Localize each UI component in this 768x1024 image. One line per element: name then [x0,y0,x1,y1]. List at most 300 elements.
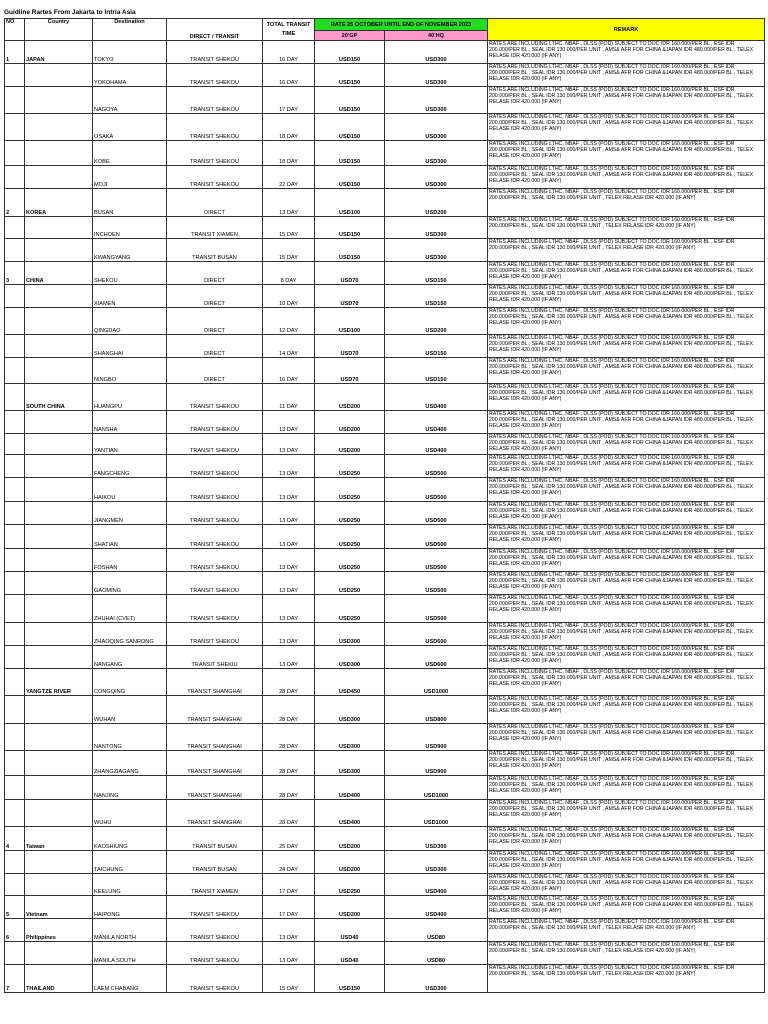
table-row [5,874,765,896]
transit-time-cell: 18 DAY [263,141,315,166]
destination-cell: HAIKOU [93,478,167,502]
table-row [5,166,765,189]
rate-40hq-cell: USD300 [385,141,488,166]
transit-time-cell: 16 DAY [263,64,315,87]
table-row [5,308,765,335]
transit-time-cell: 13 DAY [263,478,315,502]
rate-20gp-cell: USD250 [315,595,385,623]
rate-40hq-cell: USD300 [385,217,488,239]
country-cell [25,87,93,114]
country-cell [25,166,93,189]
transit-cell: TRANSIT SHEKOU [167,384,263,411]
transit-time-cell: 8 DAY [263,262,315,285]
transit-cell: TRANSIT SHEKOU [167,41,263,64]
destination-cell: SHANGHAI [93,335,167,358]
row-number: 3 [5,262,25,285]
remark-cell: RATES ARE INCLUDING LTHC, NBAF , DLSS (POD) SUBJECT TO DOC IDR 160.000/PER BL , ESF IDR 200.000/PER BL , SEAL IDR 130.000/PER UNIT , AMS& AFR FOR CHINA &JAPAN IDR 480.000/PER BL , TELEX RELASE IDR 420.000 (IF ANY) [488,595,765,623]
row-number [5,696,25,724]
destination-cell: TAICHUNG [93,851,167,874]
rate-20gp-cell: USD100 [315,189,385,217]
rate-40hq-cell: USD400 [385,411,488,434]
rate-20gp-cell: USD150 [315,41,385,64]
table-row [5,525,765,549]
rate-40hq-cell: USD400 [385,874,488,896]
rate-40hq-cell: USD900 [385,724,488,751]
header-country: Country [25,19,93,41]
rate-40hq-cell: USD500 [385,572,488,595]
destination-cell: NANJING [93,776,167,800]
rate-40hq-cell: USD500 [385,455,488,478]
rate-20gp-cell: USD70 [315,285,385,308]
rate-20gp-cell: USD150 [315,239,385,262]
destination-cell: GAOMING [93,572,167,595]
row-number [5,166,25,189]
remark-cell: RATES ARE INCLUDING LTHC, NBAF , DLSS (POD) SUBJECT TO DOC IDR 160.000/PER BL , ESF IDR 200.000/PER BL , SEAL IDR 130.000/PER UNIT , TELEX RELASE IDR 420.000 (IF ANY) [488,942,765,965]
transit-cell: TRANSIT SHEKOU [167,114,263,141]
table-row [5,384,765,411]
row-number [5,502,25,525]
table-row [5,455,765,478]
transit-cell: DIRECT [167,335,263,358]
country-cell [25,851,93,874]
transit-cell: TRANSIT BUSAN [167,239,263,262]
table-row [5,217,765,239]
row-number [5,751,25,776]
table-row [5,411,765,434]
destination-cell: KAOSHIUNG [93,827,167,851]
destination-cell: NINGBO [93,358,167,384]
remark-cell: RATES ARE INCLUDING LTHC, NBAF , DLSS (POD) SUBJECT TO DOC IDR 160.000/PER BL , ESF IDR 200.000/PER BL , SEAL IDR 130.000/PER UNIT , AMS& AFR FOR CHINA &JAPAN IDR 480.000/PER BL , TELEX RELASE IDR 420.000 (IF ANY) [488,478,765,502]
destination-cell: OSAKA [93,114,167,141]
rate-40hq-cell: USD600 [385,646,488,669]
transit-time-cell: 28 DAY [263,800,315,827]
transit-cell: TRANSIT SHEKOU [167,502,263,525]
table-row [5,434,765,455]
transit-cell: DIRECT [167,308,263,335]
transit-cell: TRANSIT SHANGHAI [167,776,263,800]
transit-time-cell: 24 DAY [263,851,315,874]
table-row [5,41,765,64]
rate-20gp-cell: USD250 [315,455,385,478]
remark-cell: RATES ARE INCLUDING LTHC, NBAF , DLSS (POD) SUBJECT TO DOC IDR 160.000/PER BL , ESF IDR 200.000/PER BL , SEAL IDR 130.000/PER UNIT , AMS& AFR FOR CHINA &JAPAN IDR 480.000/PER BL , TELEX RELASE IDR 420.000 (IF ANY) [488,384,765,411]
country-cell [25,942,93,965]
row-number [5,358,25,384]
remark-cell: RATES ARE INCLUDING LTHC, NBAF , DLSS (POD) SUBJECT TO DOC IDR 160.000/PER BL , ESF IDR 200.000/PER BL , SEAL IDR 130.000/PER UNIT , AMS& AFR FOR CHINA &JAPAN IDR 480.000/PER BL , TELEX RELASE IDR 420.000 (IF ANY) [488,358,765,384]
row-number [5,776,25,800]
country-cell [25,776,93,800]
table-row [5,669,765,696]
country-cell [25,335,93,358]
country-cell [25,64,93,87]
remark-cell: RATES ARE INCLUDING LTHC, NBAF , DLSS (POD) SUBJECT TO DOC IDR 160.000/PER BL , ESF IDR 200.000/PER BL , SEAL IDR 130.000/PER UNIT , AMS& AFR FOR CHINA &JAPAN IDR 480.000/PER BL , TELEX RELASE IDR 420.000 (IF ANY) [488,623,765,646]
rate-40hq-cell: USD150 [385,262,488,285]
row-number [5,114,25,141]
transit-cell: TRANSIT SHEKOU [167,141,263,166]
transit-cell: TRANSIT SHANGHAI [167,696,263,724]
transit-time-cell: 13 DAY [263,942,315,965]
destination-cell: YOKOHAMA [93,64,167,87]
table-row [5,478,765,502]
table-row [5,262,765,285]
remark-cell: RATES ARE INCLUDING LTHC, NBAF , DLSS (POD) SUBJECT TO DOC IDR 160.000/PER BL , ESF IDR 200.000/PER BL , SEAL IDR 130.000/PER UNIT , AMS& AFR FOR CHINA &JAPAN IDR 480.000/PER BL , TELEX RELASE IDR 420.000 (IF ANY) [488,776,765,800]
destination-cell: HAIPONG [93,896,167,919]
header-destination: Destination [93,19,167,41]
transit-cell: TRANSIT SHANGHAI [167,751,263,776]
destination-cell: ZHAOQING SANRONG [93,623,167,646]
row-number [5,623,25,646]
table-row [5,239,765,262]
country-cell [25,646,93,669]
rate-20gp-cell: USD150 [315,64,385,87]
transit-time-cell: 14 DAY [263,335,315,358]
rate-20gp-cell: USD150 [315,141,385,166]
destination-cell: NANSHA [93,411,167,434]
rate-40hq-cell: USD150 [385,285,488,308]
transit-time-cell: 28 DAY [263,776,315,800]
rate-40hq-cell: USD800 [385,696,488,724]
transit-cell: TRANSIT SHEKOU [167,965,263,993]
header-no: NO [5,19,25,41]
table-row [5,623,765,646]
remark-cell: RATES ARE INCLUDING LTHC, NBAF , DLSS (POD) SUBJECT TO DOC IDR 160.000/PER BL , ESF IDR 200.000/PER BL , SEAL IDR 130.000/PER UNIT , AMS& AFR FOR CHINA &JAPAN IDR 480.000/PER BL , TELEX RELASE IDR 420.000 (IF ANY) [488,525,765,549]
document-title: Guidline Rartes From Jakarta to Intria Asia [4,9,136,16]
transit-cell: TRANSIT SHEKOU [167,64,263,87]
country-cell [25,800,93,827]
destination-cell: WUHAN [93,696,167,724]
transit-cell: TRANSIT SHEKOU [167,434,263,455]
row-number [5,411,25,434]
destination-cell: INCHOEN [93,217,167,239]
country-cell [25,411,93,434]
rate-20gp-cell: USD200 [315,896,385,919]
transit-time-cell: 28 DAY [263,724,315,751]
rate-20gp-cell: USD200 [315,851,385,874]
country-cell [25,724,93,751]
rate-40hq-cell: USD900 [385,751,488,776]
transit-time-cell: 13 DAY [263,434,315,455]
destination-cell: LAEM CHABANG [93,965,167,993]
destination-cell: FANGCHENG [93,455,167,478]
row-number: 6 [5,919,25,942]
transit-time-cell: 22 DAY [263,166,315,189]
rate-40hq-cell: USD300 [385,827,488,851]
rate-40hq-cell: USD80 [385,942,488,965]
rate-20gp-cell: USD150 [315,87,385,114]
transit-cell: TRANSIT SHEKOU [167,525,263,549]
remark-cell: RATES ARE INCLUDING LTHC, NBAF , DLSS (POD) SUBJECT TO DOC IDR 160.000/PER BL , ESF IDR 200.000/PER BL , SEAL IDR 130.000/PER UNIT , AMS& AFR FOR CHINA &JAPAN IDR 480.000/PER BL , TELEX RELASE IDR 420.000 (IF ANY) [488,896,765,919]
rate-40hq-cell: USD400 [385,384,488,411]
rate-20gp-cell: USD70 [315,262,385,285]
rate-40hq-cell: USD150 [385,335,488,358]
rate-20gp-cell: USD200 [315,827,385,851]
row-number [5,64,25,87]
destination-cell: XIAMEN [93,285,167,308]
country-cell [25,239,93,262]
row-number [5,595,25,623]
rate-20gp-cell: USD300 [315,724,385,751]
row-number [5,141,25,166]
rate-40hq-cell: USD300 [385,851,488,874]
country-cell [25,751,93,776]
transit-time-cell: 16 DAY [263,358,315,384]
transit-time-cell: 17 DAY [263,87,315,114]
remark-cell: RATES ARE INCLUDING LTHC, NBAF , DLSS (POD) SUBJECT TO DOC IDR 160.000/PER BL , ESF IDR 200.000/PER BL , SEAL IDR 130.000/PER UNIT , AMS& AFR FOR CHINA &JAPAN IDR 480.000/PER BL , TELEX RELASE IDR 420.000 (IF ANY) [488,827,765,851]
rate-20gp-cell: USD200 [315,434,385,455]
table-row [5,827,765,851]
transit-time-cell: 11 DAY [263,384,315,411]
table-row [5,572,765,595]
row-number [5,478,25,502]
rate-40hq-cell: USD150 [385,358,488,384]
destination-cell: MANILA SOUTH [93,942,167,965]
table-row [5,919,765,942]
country-cell: YANGTZE RIVER [25,669,93,696]
transit-cell: TRANSIT SHEKOU [167,411,263,434]
remark-cell: RATES ARE INCLUDING LTHC, NBAF , DLSS (POD) SUBJECT TO DOC IDR 160.000/PER BL , ESF IDR 200.000/PER BL , SEAL IDR 130.000/PER UNIT , TELEX RELASE IDR 420.000 (IF ANY) [488,919,765,942]
remark-cell: RATES ARE INCLUDING LTHC, NBAF , DLSS (POD) SUBJECT TO DOC IDR 160.000/PER BL , ESF IDR 200.000/PER BL , SEAL IDR 130.000/PER UNIT , AMS& AFR FOR CHINA &JAPAN IDR 480.000/PER BL , TELEX RELASE IDR 420.000 (IF ANY) [488,724,765,751]
remark-cell: RATES ARE INCLUDING LTHC, NBAF , DLSS (POD) SUBJECT TO DOC IDR 160.000/PER BL , ESF IDR 200.000/PER BL , SEAL IDR 130.000/PER UNIT , TELEX RELASE IDR 420.000 (IF ANY) [488,217,765,239]
table-row [5,141,765,166]
transit-time-cell: 13 DAY [263,502,315,525]
header-40hq: 40'HQ [385,31,488,41]
country-cell: Taiwan [25,827,93,851]
transit-cell: DIRECT [167,285,263,308]
remark-cell: RATES ARE INCLUDING LTHC, NBAF , DLSS (POD) SUBJECT TO DOC IDR 160.000/PER BL , ESF IDR 200.000/PER BL , SEAL IDR 130.000/PER UNIT , AMS& AFR FOR CHINA &JAPAN IDR 480.000/PER BL , TELEX RELASE IDR 420.000 (IF ANY) [488,114,765,141]
rate-20gp-cell: USD300 [315,696,385,724]
transit-cell: TRANSIT BUSAN [167,827,263,851]
rate-20gp-cell: USD250 [315,549,385,572]
rate-40hq-cell: USD400 [385,896,488,919]
country-cell: THAILAND [25,965,93,993]
rate-20gp-cell: USD250 [315,525,385,549]
remark-cell: RATES ARE INCLUDING LTHC, NBAF , DLSS (POD) SUBJECT TO DOC IDR 160.000/PER BL , ESF IDR 200.000/PER BL , SEAL IDR 130.000/PER UNIT , AMS& AFR FOR CHINA &JAPAN IDR 480.000/PER BL , TELEX RELASE IDR 420.000 (IF ANY) [488,455,765,478]
row-number [5,285,25,308]
remark-cell: RATES ARE INCLUDING LTHC, NBAF , DLSS (POD) SUBJECT TO DOC IDR 160.000/PER BL , ESF IDR 200.000/PER BL , SEAL IDR 130.000/PER UNIT , AMS& AFR FOR CHINA &JAPAN IDR 480.000/PER BL , TELEX RELASE IDR 420.000 (IF ANY) [488,572,765,595]
row-number: 5 [5,896,25,919]
row-number [5,646,25,669]
country-cell [25,455,93,478]
table-row [5,285,765,308]
transit-cell: TRANSIT SHEKOU [167,549,263,572]
row-number [5,455,25,478]
country-cell [25,595,93,623]
row-number [5,335,25,358]
destination-cell: ZHANGZIAGANG [93,751,167,776]
rate-40hq-cell: USD200 [385,308,488,335]
country-cell [25,502,93,525]
remark-cell: RATES ARE INCLUDING LTHC, NBAF , DLSS (POD) SUBJECT TO DOC IDR 160.000/PER BL , ESF IDR 200.000/PER BL , SEAL IDR 130.000/PER UNIT , AMS& AFR FOR CHINA &JAPAN IDR 480.000/PER BL , TELEX RELASE IDR 420.000 (IF ANY) [488,41,765,64]
transit-time-cell: 28 DAY [263,696,315,724]
rate-40hq-cell: USD80 [385,919,488,942]
row-number [5,434,25,455]
transit-cell: DIRECT [167,262,263,285]
country-cell [25,141,93,166]
table-row [5,965,765,993]
rate-40hq-cell: USD300 [385,965,488,993]
transit-time-cell: 18 DAY [263,114,315,141]
remark-cell: RATES ARE INCLUDING LTHC, NBAF , DLSS (POD) SUBJECT TO DOC IDR 160.000/PER BL , ESF IDR 200.000/PER BL , SEAL IDR 130.000/PER UNIT , AMS& AFR FOR CHINA &JAPAN IDR 480.000/PER BL , TELEX RELASE IDR 420.000 (IF ANY) [488,434,765,455]
transit-cell: TRANSIT SHANGHAI [167,724,263,751]
transit-time-cell: 13 DAY [263,455,315,478]
remark-cell: RATES ARE INCLUDING LTHC, NBAF , DLSS (POD) SUBJECT TO DOC IDR 160.000/PER BL , ESF IDR 200.000/PER BL , SEAL IDR 130.000/PER UNIT , TELEX RELASE IDR 420.000 (IF ANY) [488,965,765,993]
rate-40hq-cell: USD400 [385,434,488,455]
transit-cell: TRANSIT XIAMEN [167,217,263,239]
remark-cell: RATES ARE INCLUDING LTHC, NBAF , DLSS (POD) SUBJECT TO DOC IDR 160.000/PER BL , ESF IDR 200.000/PER BL , SEAL IDR 130.000/PER UNIT , AMS& AFR FOR CHINA &JAPAN IDR 480.000/PER BL , TELEX RELASE IDR 420.000 (IF ANY) [488,141,765,166]
rate-40hq-cell: USD500 [385,525,488,549]
rate-20gp-cell: USD150 [315,217,385,239]
country-cell [25,874,93,896]
country-cell [25,358,93,384]
row-number: 4 [5,827,25,851]
table-row [5,751,765,776]
country-cell: Philippines [25,919,93,942]
header-direct-transit: DIRECT / TRANSIT [167,19,263,41]
rate-40hq-cell: USD300 [385,239,488,262]
destination-cell: NANGANG [93,646,167,669]
table-row [5,851,765,874]
transit-time-cell: 28 DAY [263,751,315,776]
table-row [5,549,765,572]
destination-cell: BUSAN [93,189,167,217]
transit-cell: TRANSIT SHEKOU [167,942,263,965]
table-row [5,335,765,358]
rate-40hq-cell: USD1000 [385,776,488,800]
row-number [5,239,25,262]
country-cell: KOREA [25,189,93,217]
destination-cell: JIANGMEN [93,502,167,525]
row-number [5,669,25,696]
rate-40hq-cell: USD300 [385,41,488,64]
country-cell [25,623,93,646]
remark-cell: RATES ARE INCLUDING LTHC, NBAF , DLSS (POD) SUBJECT TO DOC IDR 160.000/PER BL , ESF IDR 200.000/PER BL , SEAL IDR 130.000/PER UNIT , TELEX RELASE IDR 420.000 (IF ANY) [488,239,765,262]
transit-cell: TRANSIT SHEKOU [167,478,263,502]
table-row [5,696,765,724]
row-number: 1 [5,41,25,64]
header-total-transit-time: TOTAL TRANSIT TIME [263,19,315,41]
table-row [5,87,765,114]
remark-cell: RATES ARE INCLUDING LTHC, NBAF , DLSS (POD) SUBJECT TO DOC IDR 160.000/PER BL , ESF IDR 200.000/PER BL , SEAL IDR 130.000/PER UNIT , AMS& AFR FOR CHINA &JAPAN IDR 480.000/PER BL , TELEX RELASE IDR 420.000 (IF ANY) [488,166,765,189]
row-number [5,942,25,965]
destination-cell: FOSHAN [93,549,167,572]
remark-cell: RATES ARE INCLUDING LTHC, NBAF , DLSS (POD) SUBJECT TO DOC IDR 160.000/PER BL , ESF IDR 200.000/PER BL , SEAL IDR 130.000/PER UNIT , AMS& AFR FOR CHINA &JAPAN IDR 480.000/PER BL , TELEX RELASE IDR 420.000 (IF ANY) [488,308,765,335]
table-row [5,358,765,384]
transit-cell: TRANSIT SHANGHAI [167,669,263,696]
country-cell [25,308,93,335]
rate-40hq-cell: USD300 [385,166,488,189]
rate-40hq-cell: USD500 [385,595,488,623]
destination-cell: SHEKOU [93,262,167,285]
destination-cell: SHATIAN [93,525,167,549]
transit-cell: TRANSIT SHEKOU [167,896,263,919]
row-number: 7 [5,965,25,993]
country-cell [25,549,93,572]
destination-cell: YANTIAN [93,434,167,455]
country-cell [25,696,93,724]
transit-cell: TRANSIT SHEKOU [167,87,263,114]
transit-time-cell: 13 DAY [263,525,315,549]
rate-20gp-cell: USD400 [315,800,385,827]
remark-cell: RATES ARE INCLUDING LTHC, NBAF , DLSS (POD) SUBJECT TO DOC IDR 160.000/PER BL , ESF IDR 200.000/PER BL , SEAL IDR 130.000/PER UNIT , AMS& AFR FOR CHINA &JAPAN IDR 480.000/PER BL , TELEX RELASE IDR 420.000 (IF ANY) [488,262,765,285]
rate-20gp-cell: USD150 [315,166,385,189]
transit-cell: TRANSIT SHEKOU [167,166,263,189]
rate-20gp-cell: USD150 [315,965,385,993]
country-cell [25,434,93,455]
transit-cell: TRANSIT SHEKOU [167,572,263,595]
transit-time-cell: 10 DAY [263,285,315,308]
destination-cell: MANILA NORTH [93,919,167,942]
row-number [5,800,25,827]
remark-cell: RATES ARE INCLUDING LTHC, NBAF , DLSS (POD) SUBJECT TO DOC IDR 160.000/PER BL , ESF IDR 200.000/PER BL , SEAL IDR 130.000/PER UNIT , AMS& AFR FOR CHINA &JAPAN IDR 480.000/PER BL , TELEX RELASE IDR 420.000 (IF ANY) [488,549,765,572]
table-row [5,64,765,87]
transit-time-cell: 13 DAY [263,595,315,623]
rate-40hq-cell: USD300 [385,114,488,141]
row-number [5,572,25,595]
rate-20gp-cell: USD250 [315,502,385,525]
remark-cell: RATES ARE INCLUDING LTHC, NBAF , DLSS (POD) SUBJECT TO DOC IDR 160.000/PER BL , ESF IDR 200.000/PER BL , SEAL IDR 130.000/PER UNIT , AMS& AFR FOR CHINA &JAPAN IDR 480.000/PER BL , TELEX RELASE IDR 420.000 (IF ANY) [488,874,765,896]
remark-cell: RATES ARE INCLUDING LTHC, NBAF , DLSS (POD) SUBJECT TO DOC IDR 160.000/PER BL , ESF IDR 200.000/PER BL , SEAL IDR 130.000/PER UNIT , AMS& AFR FOR CHINA &JAPAN IDR 480.000/PER BL , TELEX RELASE IDR 420.000 (IF ANY) [488,646,765,669]
transit-time-cell: 15 DAY [263,965,315,993]
rate-20gp-cell: USD300 [315,751,385,776]
row-number [5,525,25,549]
remark-cell: RATES ARE INCLUDING LTHC, NBAF , DLSS (POD) SUBJECT TO DOC IDR 160.000/PER BL , ESF IDR 200.000/PER BL , SEAL IDR 130.000/PER UNIT , AMS& AFR FOR CHINA &JAPAN IDR 480.000/PER BL , TELEX RELASE IDR 420.000 (IF ANY) [488,64,765,87]
table-row [5,189,765,217]
rate-20gp-cell: USD250 [315,478,385,502]
destination-cell: KEELUNG [93,874,167,896]
rate-table [4,18,765,993]
destination-cell: ZHUHAI (CVET) [93,595,167,623]
transit-cell: TRANSIT SHANGHAI [167,800,263,827]
transit-time-cell: 13 DAY [263,189,315,217]
remark-cell: RATES ARE INCLUDING LTHC, NBAF , DLSS (POD) SUBJECT TO DOC IDR 160.000/PER BL , ESF IDR 200.000/PER BL , SEAL IDR 130.000/PER UNIT , AMS& AFR FOR CHINA &JAPAN IDR 480.000/PER BL , TELEX RELASE IDR 420.000 (IF ANY) [488,335,765,358]
transit-time-cell: 17 DAY [263,896,315,919]
header-20gp: 20'GP [315,31,385,41]
rate-40hq-cell: USD200 [385,189,488,217]
transit-cell: TRANSIT SHEKOU [167,919,263,942]
rate-20gp-cell: USD300 [315,623,385,646]
transit-cell: TRANSIT SHEKOU [167,595,263,623]
row-number [5,308,25,335]
transit-time-cell: 13 DAY [263,919,315,942]
rate-20gp-cell: USD200 [315,384,385,411]
country-cell: Vietnam [25,896,93,919]
remark-cell: RATES ARE INCLUDING LTHC, NBAF , DLSS (POD) SUBJECT TO DOC IDR 160.000/PER BL , ESF IDR 200.000/PER BL , SEAL IDR 130.000/PER UNIT , AMS& AFR FOR CHINA &JAPAN IDR 480.000/PER BL , TELEX RELASE IDR 420.000 (IF ANY) [488,502,765,525]
transit-cell: TRANSIT BUSAN [167,851,263,874]
transit-time-cell: 15 DAY [263,239,315,262]
remark-cell: RATES ARE INCLUDING LTHC, NBAF , DLSS (POD) SUBJECT TO DOC IDR 160.000/PER BL , ESF IDR 200.000/PER BL , SEAL IDR 130.000/PER UNIT , TELEX RELASE IDR 420.000 (IF ANY) [488,189,765,217]
row-number [5,217,25,239]
remark-cell: RATES ARE INCLUDING LTHC, NBAF , DLSS (POD) SUBJECT TO DOC IDR 160.000/PER BL , ESF IDR 200.000/PER BL , SEAL IDR 130.000/PER UNIT , AMS& AFR FOR CHINA &JAPAN IDR 480.000/PER BL , TELEX RELASE IDR 420.000 (IF ANY) [488,669,765,696]
rate-20gp-cell: USD250 [315,572,385,595]
row-number [5,87,25,114]
remark-cell: RATES ARE INCLUDING LTHC, NBAF , DLSS (POD) SUBJECT TO DOC IDR 160.000/PER BL , ESF IDR 200.000/PER BL , SEAL IDR 130.000/PER UNIT , AMS& AFR FOR CHINA &JAPAN IDR 480.000/PER BL , TELEX RELASE IDR 420.000 (IF ANY) [488,411,765,434]
table-row [5,646,765,669]
destination-cell: CONGQING [93,669,167,696]
rate-20gp-cell: USD70 [315,358,385,384]
rate-40hq-cell: USD600 [385,623,488,646]
country-cell [25,478,93,502]
row-number [5,724,25,751]
rate-20gp-cell: USD100 [315,308,385,335]
table-row [5,942,765,965]
destination-cell: NAGOYA [93,87,167,114]
rate-20gp-cell: USD70 [315,335,385,358]
country-cell [25,572,93,595]
rate-sheet [4,8,764,993]
remark-cell: RATES ARE INCLUDING LTHC, NBAF , DLSS (POD) SUBJECT TO DOC IDR 160.000/PER BL , ESF IDR 200.000/PER BL , SEAL IDR 130.000/PER UNIT , AMS& AFR FOR CHINA &JAPAN IDR 480.000/PER BL , TELEX RELASE IDR 420.000 (IF ANY) [488,851,765,874]
rate-20gp-cell: USD300 [315,646,385,669]
transit-time-cell: 13 DAY [263,623,315,646]
row-number [5,874,25,896]
